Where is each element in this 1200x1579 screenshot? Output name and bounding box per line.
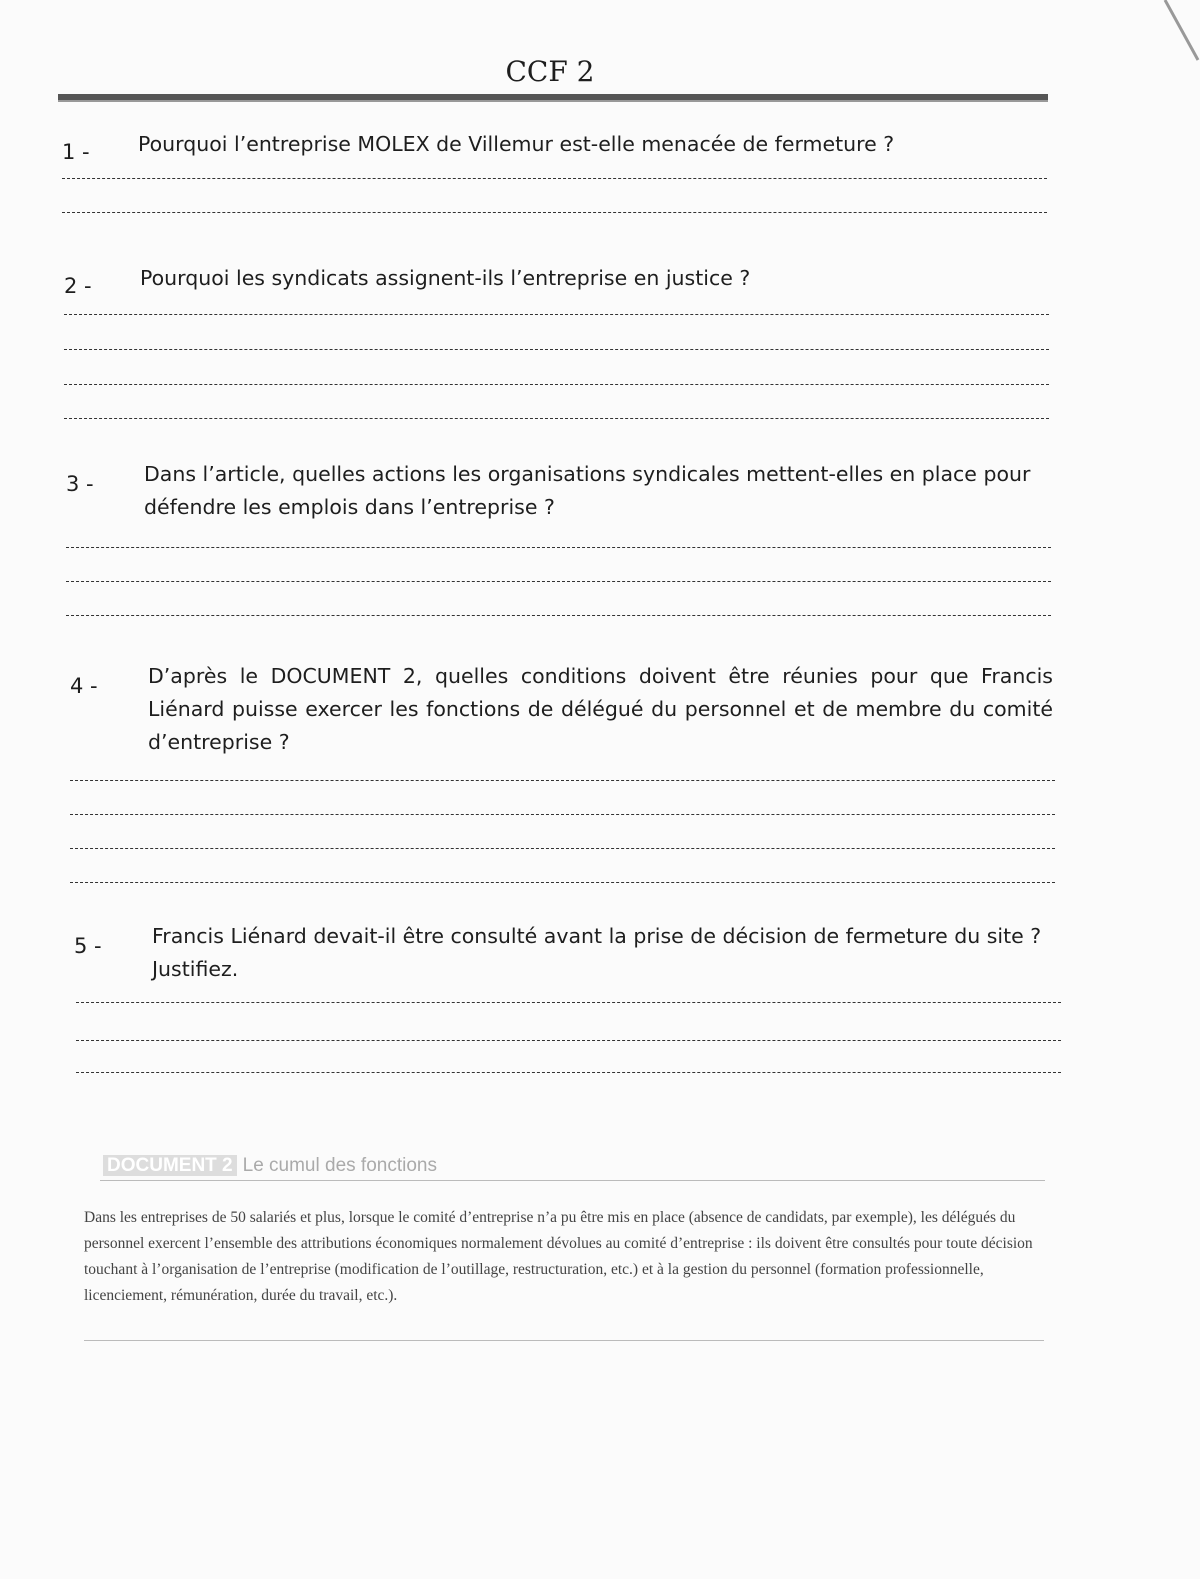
question-4-number: 4 - <box>70 674 98 698</box>
pen-mark <box>1120 0 1200 70</box>
answer-line[interactable] <box>70 848 1055 849</box>
answer-line[interactable] <box>70 882 1055 883</box>
answer-line[interactable] <box>64 314 1049 315</box>
answer-line[interactable] <box>66 547 1051 548</box>
answer-line[interactable] <box>62 178 1047 179</box>
title-rule <box>58 94 1048 102</box>
question-5: Francis Liénard devait-il être consulté avant la prise de décision de fermeture du site ? Justifiez. <box>152 924 1042 981</box>
document-title: Le cumul des fonctions <box>242 1155 437 1176</box>
document-badge: DOCUMENT 2 <box>103 1155 237 1176</box>
question-4: D’après le DOCUMENT 2, quelles conditions doivent être réunies pour que Francis Liénard puisse exercer les fonctions de délégué du personnel et de membre du comité d’entreprise ? <box>148 664 1053 754</box>
answer-line[interactable] <box>64 349 1049 350</box>
answer-line[interactable] <box>70 814 1055 815</box>
question-3: Dans l’article, quelles actions les organisations syndicales mettent-elles en place pour défendre les emplois dans l’entreprise ? <box>144 462 1031 519</box>
question-1-number: 1 - <box>62 140 90 164</box>
question-3-number: 3 - <box>66 472 94 496</box>
document-heading <box>103 1155 437 1177</box>
answer-line[interactable] <box>64 418 1049 419</box>
answer-line[interactable] <box>64 384 1049 385</box>
question-1: Pourquoi l’entreprise MOLEX de Villemur est-elle menacée de fermeture ? <box>138 132 895 156</box>
page-title: CCF 2 <box>505 55 595 88</box>
answer-line[interactable] <box>70 780 1055 781</box>
answer-line[interactable] <box>76 1002 1061 1003</box>
answer-line[interactable] <box>62 212 1047 213</box>
document-rule <box>100 1180 1045 1181</box>
question-2: Pourquoi les syndicats assignent-ils l’entreprise en justice ? <box>140 266 751 290</box>
document-bottom-rule <box>84 1340 1044 1341</box>
question-5-number: 5 - <box>74 934 102 958</box>
answer-line[interactable] <box>66 581 1051 582</box>
question-2-number: 2 - <box>64 274 92 298</box>
answer-line[interactable] <box>76 1040 1061 1041</box>
document-text: Dans les entreprises de 50 salariés et plus, lorsque le comité d’entreprise n’a pu être mis en place (absence de candidats, par exemple), les délégués du personnel exercent l’ensemble des attributions économiques normalement dévolues au comité d’entreprise : ils doivent être consultés pour toute décision touchant à l’organisation de l’entreprise (modification de l’outillage, restructuration, etc.) et à la gestion du personnel (formation professionnelle, licenciement, rémunération, durée du travail, etc.). <box>84 1209 1033 1304</box>
answer-line[interactable] <box>66 615 1051 616</box>
answer-line[interactable] <box>76 1072 1061 1073</box>
